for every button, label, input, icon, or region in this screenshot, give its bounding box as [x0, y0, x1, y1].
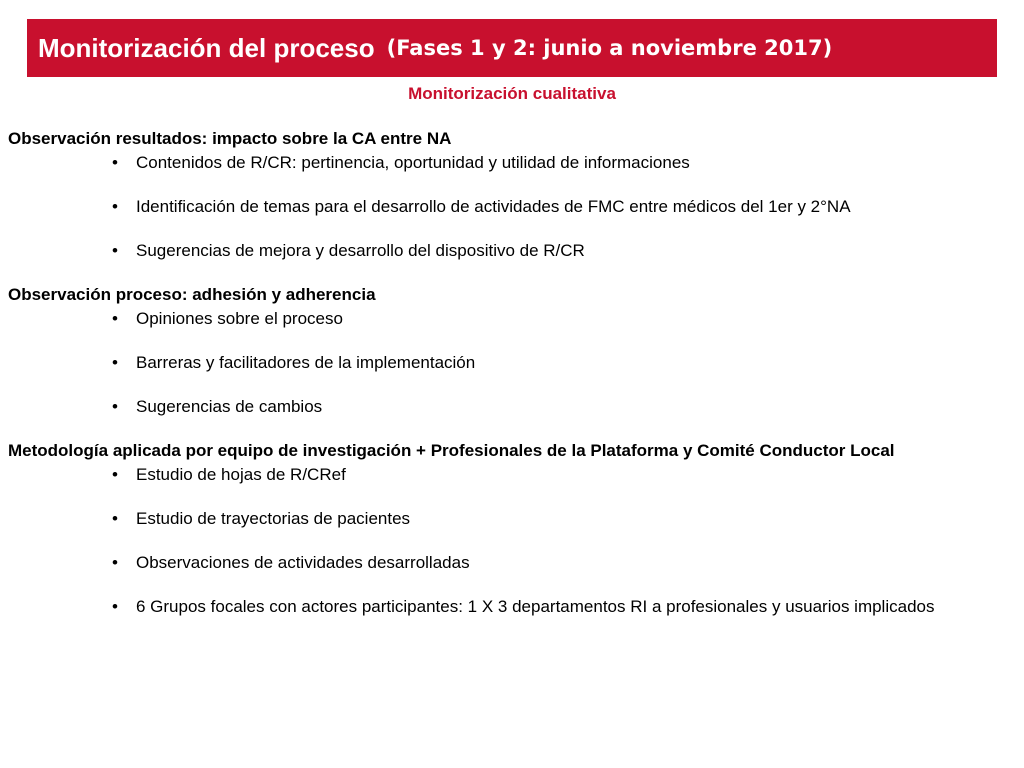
- list-item: [8, 151, 1008, 175]
- methodology-list: [8, 463, 1008, 619]
- bullet-icon: •: [112, 153, 118, 172]
- bullet-icon: •: [112, 553, 118, 572]
- bullet-icon: •: [112, 597, 118, 616]
- bullet-icon: •: [112, 465, 118, 484]
- list-item-text: Contenidos de R/CR: pertinencia, oportunidad y utilidad de informaciones: [136, 153, 690, 172]
- title-bar: [27, 19, 997, 77]
- page-title: Monitorización del proceso: [38, 32, 375, 63]
- section-heading-process: Observación proceso: adhesión y adherencia: [8, 285, 376, 304]
- section-heading-methodology: Metodología aplicada por equipo de investigación + Profesionales de la Plataforma y Comité Conductor Local: [8, 441, 895, 460]
- list-item: [8, 395, 1008, 419]
- list-item-text: Sugerencias de cambios: [136, 397, 323, 416]
- list-item: [8, 351, 1008, 375]
- list-item-text: Barreras y facilitadores de la implementación: [136, 353, 476, 372]
- list-item: [8, 307, 1008, 331]
- bullet-icon: •: [112, 309, 118, 328]
- list-item-text: Opiniones sobre el proceso: [136, 309, 343, 328]
- list-item-text: Identificación de temas para el desarrollo de actividades de FMC entre médicos del 1er y 2°NA: [136, 197, 851, 216]
- section-heading-results: Observación resultados: impacto sobre la CA entre NA: [8, 129, 452, 148]
- bullet-icon: •: [112, 241, 118, 260]
- list-item: [8, 239, 1008, 263]
- bullet-icon: •: [112, 397, 118, 416]
- bullet-icon: •: [112, 353, 118, 372]
- list-item-text: Estudio de trayectorias de pacientes: [136, 509, 411, 528]
- list-item-text: Observaciones de actividades desarrolladas: [136, 553, 470, 572]
- bullet-icon: •: [112, 197, 118, 216]
- list-item: [8, 507, 1008, 531]
- section-subtitle: Monitorización cualitativa: [408, 84, 616, 103]
- list-item-text: 6 Grupos focales con actores participantes: 1 X 3 departamentos RI a profesionales y usuarios implicados: [136, 597, 935, 616]
- list-item: [8, 463, 1008, 487]
- list-item-text: Sugerencias de mejora y desarrollo del dispositivo de R/CR: [136, 241, 585, 260]
- results-list: [8, 151, 1008, 263]
- list-item: [8, 551, 1008, 575]
- list-item: [8, 595, 1008, 619]
- list-item-text: Estudio de hojas de R/CRef: [136, 465, 346, 484]
- page-title-phase: (Fases 1 y 2: junio a noviembre 2017): [386, 36, 833, 60]
- list-item: [8, 195, 1008, 219]
- bullet-icon: •: [112, 509, 118, 528]
- slide-content: [8, 127, 1008, 619]
- process-list: [8, 307, 1008, 419]
